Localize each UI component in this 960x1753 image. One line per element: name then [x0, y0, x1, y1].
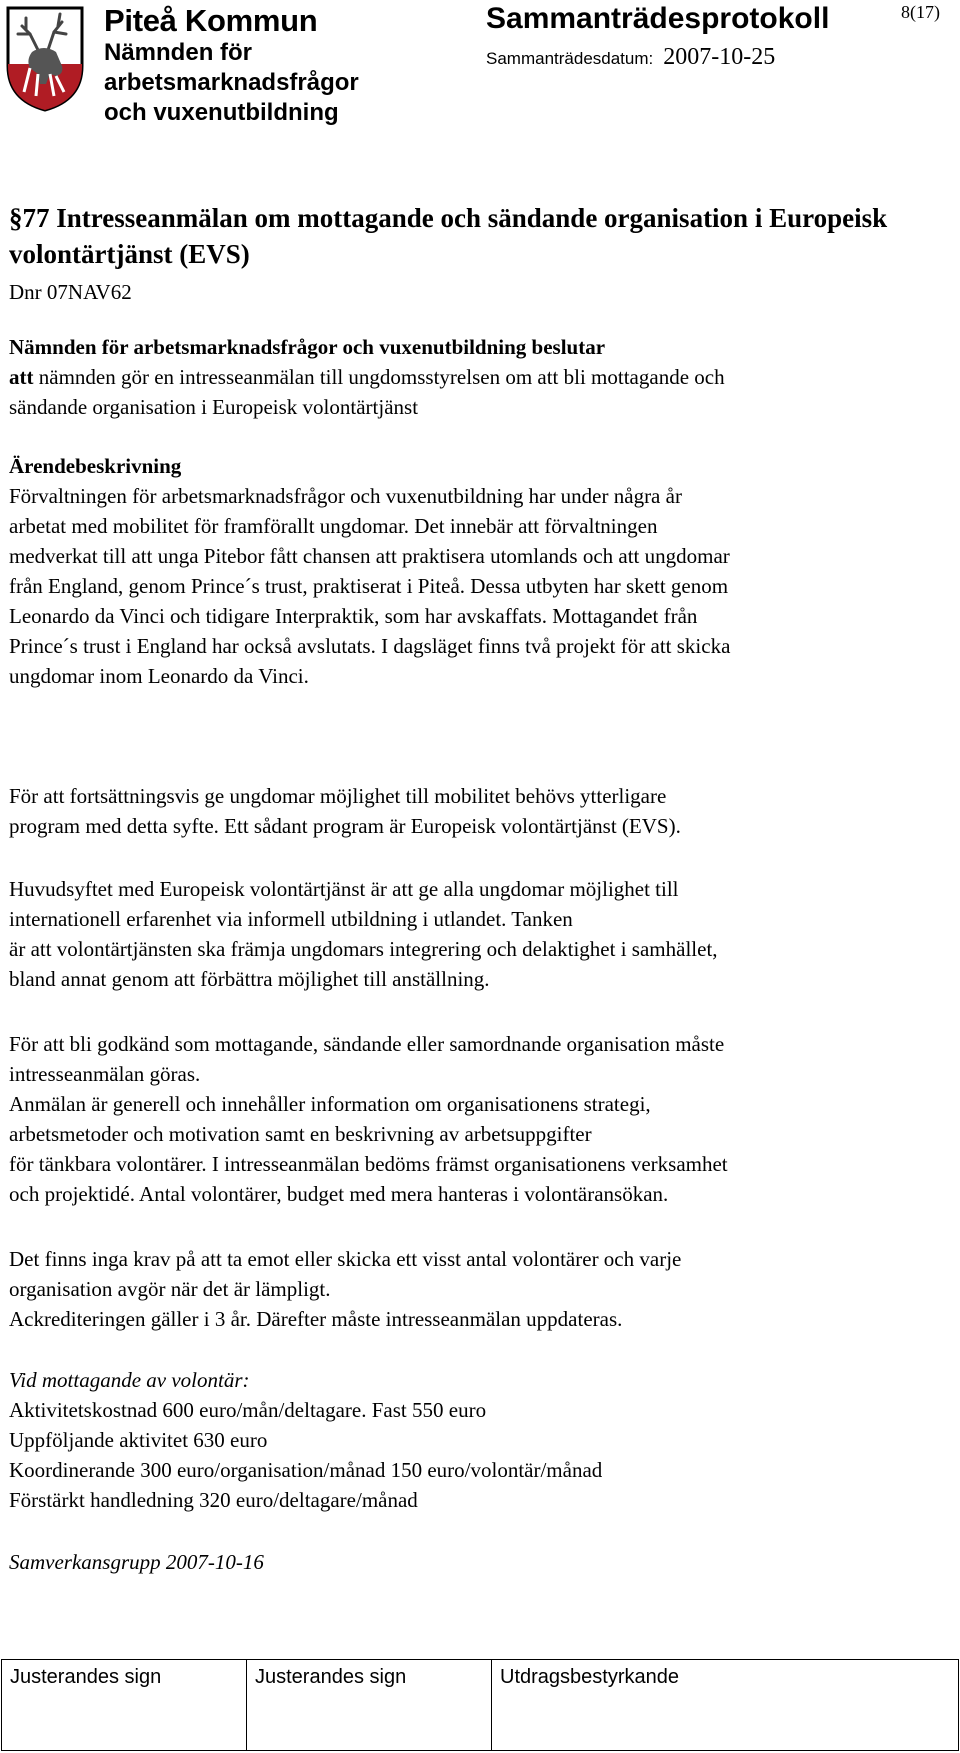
- committee-name-line-2: arbetsmarknadsfrågor: [104, 69, 359, 96]
- decision-section: [9, 332, 949, 422]
- signature-label: Justerandes sign: [10, 1666, 162, 1688]
- meeting-date-label: Sammanträdesdatum:: [486, 49, 654, 68]
- signature-label: Justerandes sign: [255, 1666, 407, 1688]
- meeting-date-value: 2007-10-25: [663, 44, 776, 70]
- organization-block: [104, 4, 444, 128]
- paragraph-4-line: arbetsmetoder och motivation samt en beskrivning av arbetsuppgifter: [9, 1122, 592, 1146]
- section-title: §77 Intresseanmälan om mottagande och sändande organisation i Europeisk volontärtjänst (EVS): [9, 203, 888, 269]
- paragraph-1-line: medverkat till att unga Pitebor fått chansen att praktisera utomlands och att ungdomar: [9, 544, 730, 568]
- cost-line: Uppföljande aktivitet 630 euro: [9, 1428, 268, 1452]
- meeting-date: [486, 44, 775, 71]
- document-type-title: Sammanträdesprotokoll: [486, 2, 830, 35]
- decision-att-word: att: [9, 365, 34, 389]
- cost-line: Koordinerande 300 euro/organisation/månad 150 euro/volontär/månad: [9, 1458, 603, 1482]
- paragraph-3: [9, 874, 949, 994]
- case-number: Dnr 07NAV62: [9, 280, 132, 304]
- paragraph-1-line: arbetat med mobilitet för framförallt ungdomar. Det innebär att förvaltningen: [9, 514, 658, 538]
- paragraph-4: [9, 1029, 949, 1209]
- cost-line: Förstärkt handledning 320 euro/deltagare/månad: [9, 1488, 418, 1512]
- paragraph-5-line: Ackrediteringen gäller i 3 år. Därefter måste intresseanmälan uppdateras.: [9, 1307, 623, 1331]
- paragraph-2: [9, 781, 949, 841]
- paragraph-5-line: organisation avgör när det är lämpligt.: [9, 1277, 331, 1301]
- decision-heading: Nämnden för arbetsmarknadsfrågor och vuxenutbildning beslutar: [9, 335, 606, 359]
- paragraph-4-line: För att bli godkänd som mottagande, sändande eller samordnande organisation måste: [9, 1032, 725, 1056]
- paragraph-4-line: intresseanmälan göras.: [9, 1062, 201, 1086]
- paragraph-4-line: Anmälan är generell och innehåller information om organisationens strategi,: [9, 1092, 651, 1116]
- signature-cell-certification[interactable]: [492, 1660, 959, 1751]
- paragraph-1-line: Prince´s trust i England har också avslutats. I dagsläget finns två projekt för att skicka: [9, 634, 731, 658]
- signature-cell-adjuster-2[interactable]: [247, 1660, 492, 1751]
- costs-section: [9, 1365, 949, 1515]
- cost-line: Aktivitetskostnad 600 euro/mån/deltagare. Fast 550 euro: [9, 1398, 487, 1422]
- signature-table: [1, 1659, 959, 1751]
- paragraph-4-line: för tänkbara volontärer. I intresseanmälan bedöms främst organisationens verksamhet: [9, 1152, 728, 1176]
- paragraph-1-line: ungdomar inom Leonardo da Vinci.: [9, 664, 309, 688]
- reference-note: Samverkansgrupp 2007-10-16: [9, 1550, 264, 1574]
- paragraph-5-line: Det finns inga krav på att ta emot eller skicka ett visst antal volontärer och varje: [9, 1247, 682, 1271]
- committee-name-line-3: och vuxenutbildning: [104, 99, 339, 126]
- paragraph-2-line: För att fortsättningsvis ge ungdomar möjlighet till mobilitet behövs ytterligare: [9, 784, 667, 808]
- paragraph-3-line: är att volontärtjänsten ska främja ungdomars integrering och delaktighet i samhället,: [9, 937, 718, 961]
- paragraph-1-line: Leonardo da Vinci och tidigare Interpraktik, som har avskaffats. Mottagandet från: [9, 604, 698, 628]
- paragraph-3-line: Huvudsyftet med Europeisk volontärtjänst är att ge alla ungdomar möjlighet till: [9, 877, 679, 901]
- paragraph-3-line: internationell erfarenhet via informell utbildning i utlandet. Tanken: [9, 907, 573, 931]
- page-number: 8(17): [901, 2, 940, 22]
- paragraph-1-line: Förvaltningen för arbetsmarknadsfrågor och vuxenutbildning har under några år: [9, 484, 682, 508]
- signature-cell-adjuster-1[interactable]: [2, 1660, 247, 1751]
- description-heading: Ärendebeskrivning: [9, 454, 182, 478]
- reindeer-crest-icon: [4, 4, 86, 112]
- signature-label: Utdragsbestyrkande: [500, 1666, 679, 1688]
- decision-line: [9, 362, 949, 392]
- costs-heading: Vid mottagande av volontär:: [9, 1368, 250, 1392]
- paragraph-4-line: och projektidé. Antal volontärer, budget med mera hanteras i volontäransökan.: [9, 1182, 669, 1206]
- municipality-logo: [4, 4, 86, 112]
- paragraph-2-line: program med detta syfte. Ett sådant program är Europeisk volontärtjänst (EVS).: [9, 814, 681, 838]
- organization-name: Piteå Kommun: [104, 3, 318, 38]
- description-section: [9, 451, 949, 691]
- paragraph-3-line: bland annat genom att förbättra möjlighet till anställning.: [9, 967, 490, 991]
- decision-text-1: nämnden gör en intresseanmälan till ungdomsstyrelsen om att bli mottagande och: [38, 365, 725, 389]
- paragraph-1-line: från England, genom Prince´s trust, praktiserat i Piteå. Dessa utbyten har skett genom: [9, 574, 729, 598]
- decision-text-2: sändande organisation i Europeisk volontärtjänst: [9, 395, 419, 419]
- committee-name-line-1: Nämnden för: [104, 39, 253, 66]
- paragraph-5: [9, 1244, 949, 1334]
